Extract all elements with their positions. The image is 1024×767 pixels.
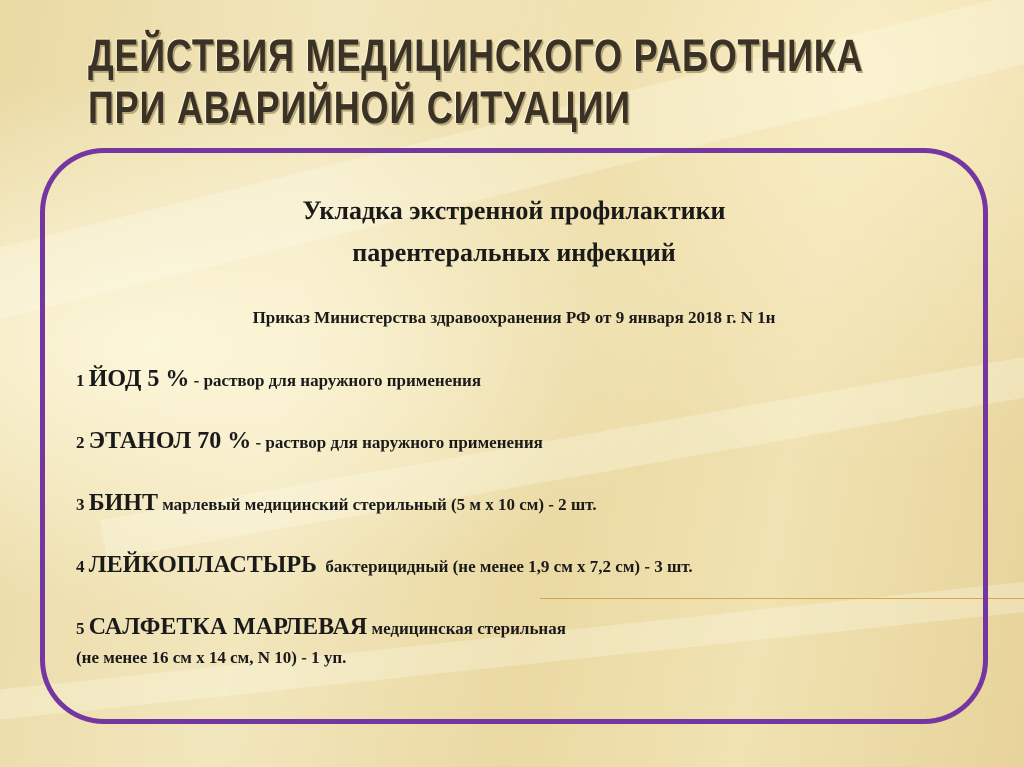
item-number: 1 [76, 371, 85, 390]
list-item [76, 614, 566, 641]
item-number: 5 [76, 619, 85, 638]
item-number: 3 [76, 495, 85, 514]
item-name: ЙОД 5 % [88, 366, 190, 392]
item-description: - раствор для наружного применения [189, 371, 482, 390]
item-name: САЛФЕТКА МАРЛЕВАЯ [88, 614, 368, 640]
item-description: медицинская стерильная [367, 619, 566, 638]
item-description: - раствор для наружного применения [251, 433, 543, 452]
list-item [76, 552, 693, 579]
panel-heading-line-1: Укладка экстренной профилактики [302, 196, 726, 225]
item-number: 2 [76, 433, 85, 452]
slide-title [88, 30, 864, 134]
item-description: марлевый медицинский стерильный (5 м х 10 см) - 2 шт. [157, 495, 597, 514]
item-name: БИНТ [88, 490, 158, 516]
list-item [76, 366, 481, 393]
order-reference: Приказ Министерства здравоохранения РФ от 9 января 2018 г. N 1н [252, 308, 776, 327]
item-name: ЭТАНОЛ 70 % [88, 428, 252, 454]
item-description: бактерицидный (не менее 1,9 см х 7,2 см) - 3 шт. [316, 557, 693, 576]
slide-title-line-1: ДЕЙСТВИЯ МЕДИЦИНСКОГО РАБОТНИКА [88, 30, 864, 81]
item-number: 4 [76, 557, 85, 576]
item-name: ЛЕЙКОПЛАСТЫРЬ [88, 552, 317, 578]
list-item [76, 428, 543, 455]
list-item [76, 490, 597, 517]
panel-heading [40, 190, 988, 274]
item-continuation: (не менее 16 см х 14 см, N 10) - 1 уп. [76, 648, 347, 667]
slide-title-line-2: ПРИ АВАРИЙНОЙ СИТУАЦИИ [88, 82, 631, 133]
panel-heading-line-2: парентеральных инфекций [352, 238, 676, 267]
